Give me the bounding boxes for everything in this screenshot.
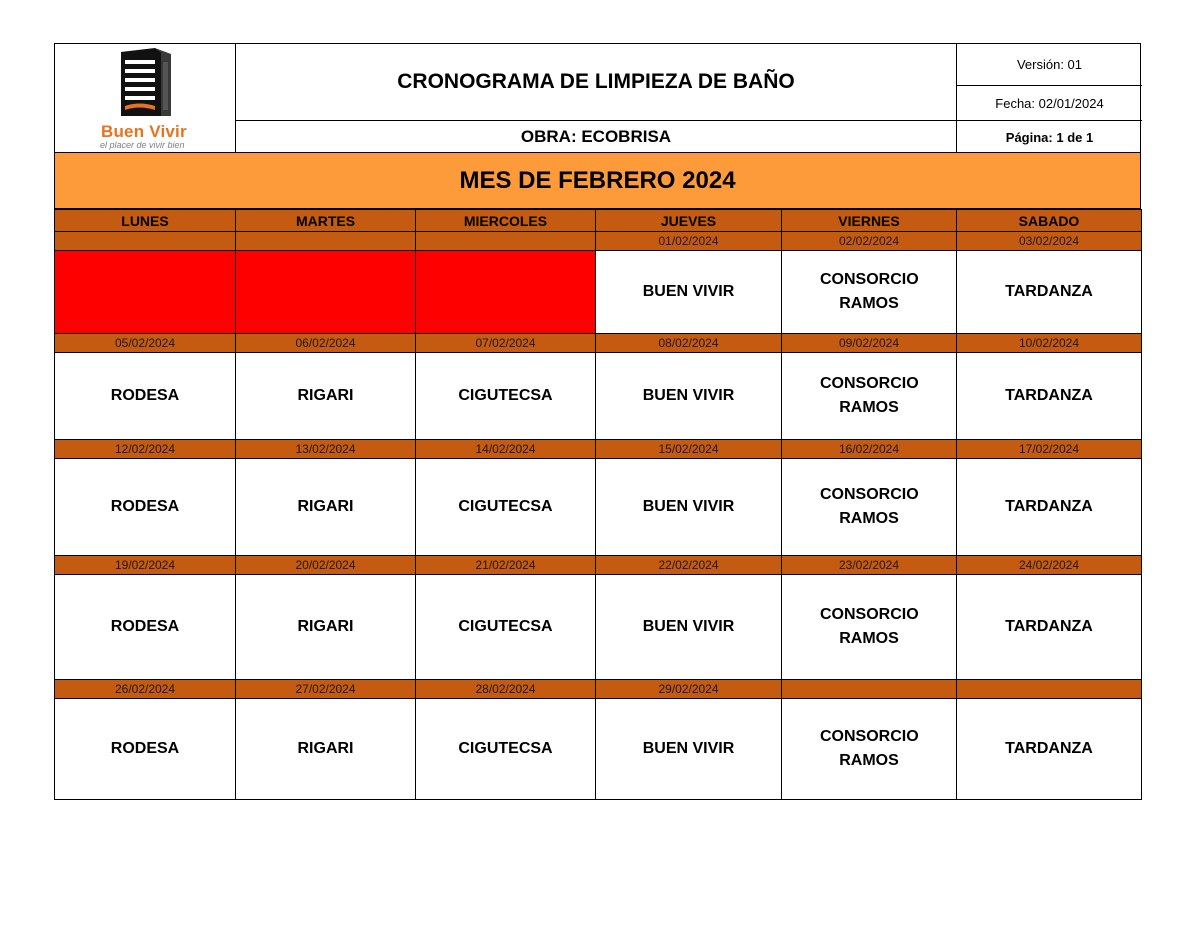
task-cell: BUEN VIVIR bbox=[596, 459, 782, 556]
date-row bbox=[55, 440, 1142, 459]
date-cell: 02/02/2024 bbox=[782, 232, 957, 251]
document-header bbox=[54, 43, 1141, 152]
task-row bbox=[55, 699, 1142, 800]
date-cell: 10/02/2024 bbox=[957, 334, 1142, 353]
date-row bbox=[55, 334, 1142, 353]
task-cell: BUEN VIVIR bbox=[596, 353, 782, 440]
date-cell: 01/02/2024 bbox=[596, 232, 782, 251]
building-icon bbox=[55, 44, 236, 124]
task-cell: RODESA bbox=[55, 575, 236, 680]
task-cell: RIGARI bbox=[236, 459, 416, 556]
task-cell: CIGUTECSA bbox=[416, 459, 596, 556]
task-row bbox=[55, 459, 1142, 556]
page-label: Página: 1 de 1 bbox=[1005, 129, 1094, 145]
task-cell: RODESA bbox=[55, 353, 236, 440]
task-cell: CONSORCIO RAMOS bbox=[782, 353, 957, 440]
schedule-sheet bbox=[54, 43, 1141, 800]
date-cell: 19/02/2024 bbox=[55, 556, 236, 575]
date-cell bbox=[782, 680, 957, 699]
task-cell: RIGARI bbox=[236, 353, 416, 440]
task-cell: TARDANZA bbox=[957, 459, 1142, 556]
date-row bbox=[55, 232, 1142, 251]
version-label: Versión: 01 bbox=[957, 44, 1142, 86]
date-cell: 21/02/2024 bbox=[416, 556, 596, 575]
blocked-cell bbox=[55, 251, 236, 334]
date-cell bbox=[416, 232, 596, 251]
task-cell: BUEN VIVIR bbox=[596, 575, 782, 680]
weekday-viernes: VIERNES bbox=[782, 210, 957, 232]
obra-label: OBRA: ECOBRISA bbox=[236, 121, 957, 153]
date-cell: 09/02/2024 bbox=[782, 334, 957, 353]
task-cell: CIGUTECSA bbox=[416, 575, 596, 680]
date-cell: 16/02/2024 bbox=[782, 440, 957, 459]
task-row bbox=[55, 251, 1142, 334]
date-cell: 13/02/2024 bbox=[236, 440, 416, 459]
blocked-cell bbox=[416, 251, 596, 334]
date-cell: 22/02/2024 bbox=[596, 556, 782, 575]
date-row bbox=[55, 556, 1142, 575]
date-row bbox=[55, 680, 1142, 699]
task-cell: RODESA bbox=[55, 699, 236, 800]
task-cell: CIGUTECSA bbox=[416, 699, 596, 800]
weekday-header-row bbox=[55, 210, 1142, 232]
task-cell: CONSORCIO RAMOS bbox=[782, 699, 957, 800]
task-cell: CONSORCIO RAMOS bbox=[782, 459, 957, 556]
company-logo bbox=[55, 44, 236, 153]
task-cell: TARDANZA bbox=[957, 699, 1142, 800]
task-cell: CONSORCIO RAMOS bbox=[782, 575, 957, 680]
weekday-sabado: SABADO bbox=[957, 210, 1142, 232]
task-cell: CONSORCIO RAMOS bbox=[782, 251, 957, 334]
task-row bbox=[55, 353, 1142, 440]
date-cell bbox=[236, 232, 416, 251]
task-cell: CIGUTECSA bbox=[416, 353, 596, 440]
task-cell: TARDANZA bbox=[957, 575, 1142, 680]
task-cell: RODESA bbox=[55, 459, 236, 556]
document-title: CRONOGRAMA DE LIMPIEZA DE BAÑO bbox=[236, 44, 957, 121]
date-cell: 20/02/2024 bbox=[236, 556, 416, 575]
weekday-jueves: JUEVES bbox=[596, 210, 782, 232]
date-cell: 26/02/2024 bbox=[55, 680, 236, 699]
weekday-martes: MARTES bbox=[236, 210, 416, 232]
date-cell: 14/02/2024 bbox=[416, 440, 596, 459]
date-cell: 05/02/2024 bbox=[55, 334, 236, 353]
date-cell bbox=[55, 232, 236, 251]
weekday-lunes: LUNES bbox=[55, 210, 236, 232]
date-cell: 24/02/2024 bbox=[957, 556, 1142, 575]
date-cell: 29/02/2024 bbox=[596, 680, 782, 699]
blocked-cell bbox=[236, 251, 416, 334]
date-cell: 28/02/2024 bbox=[416, 680, 596, 699]
brand-tagline: el placer de vivir bien bbox=[100, 140, 185, 150]
task-row bbox=[55, 575, 1142, 680]
date-cell: 15/02/2024 bbox=[596, 440, 782, 459]
task-cell: RIGARI bbox=[236, 575, 416, 680]
date-label: Fecha: 02/01/2024 bbox=[957, 86, 1142, 121]
task-cell: RIGARI bbox=[236, 699, 416, 800]
date-cell: 07/02/2024 bbox=[416, 334, 596, 353]
calendar-table bbox=[54, 209, 1142, 800]
date-cell bbox=[957, 680, 1142, 699]
task-cell: TARDANZA bbox=[957, 251, 1142, 334]
date-cell: 08/02/2024 bbox=[596, 334, 782, 353]
task-cell: TARDANZA bbox=[957, 353, 1142, 440]
date-cell: 06/02/2024 bbox=[236, 334, 416, 353]
brand-name: Buen Vivir bbox=[101, 122, 187, 141]
task-cell: BUEN VIVIR bbox=[596, 251, 782, 334]
logo-cell bbox=[55, 44, 236, 153]
date-cell: 23/02/2024 bbox=[782, 556, 957, 575]
date-cell: 17/02/2024 bbox=[957, 440, 1142, 459]
date-cell: 03/02/2024 bbox=[957, 232, 1142, 251]
weekday-miercoles: MIERCOLES bbox=[416, 210, 596, 232]
date-cell: 12/02/2024 bbox=[55, 440, 236, 459]
month-banner: MES DE FEBRERO 2024 bbox=[54, 152, 1141, 209]
task-cell: BUEN VIVIR bbox=[596, 699, 782, 800]
date-cell: 27/02/2024 bbox=[236, 680, 416, 699]
